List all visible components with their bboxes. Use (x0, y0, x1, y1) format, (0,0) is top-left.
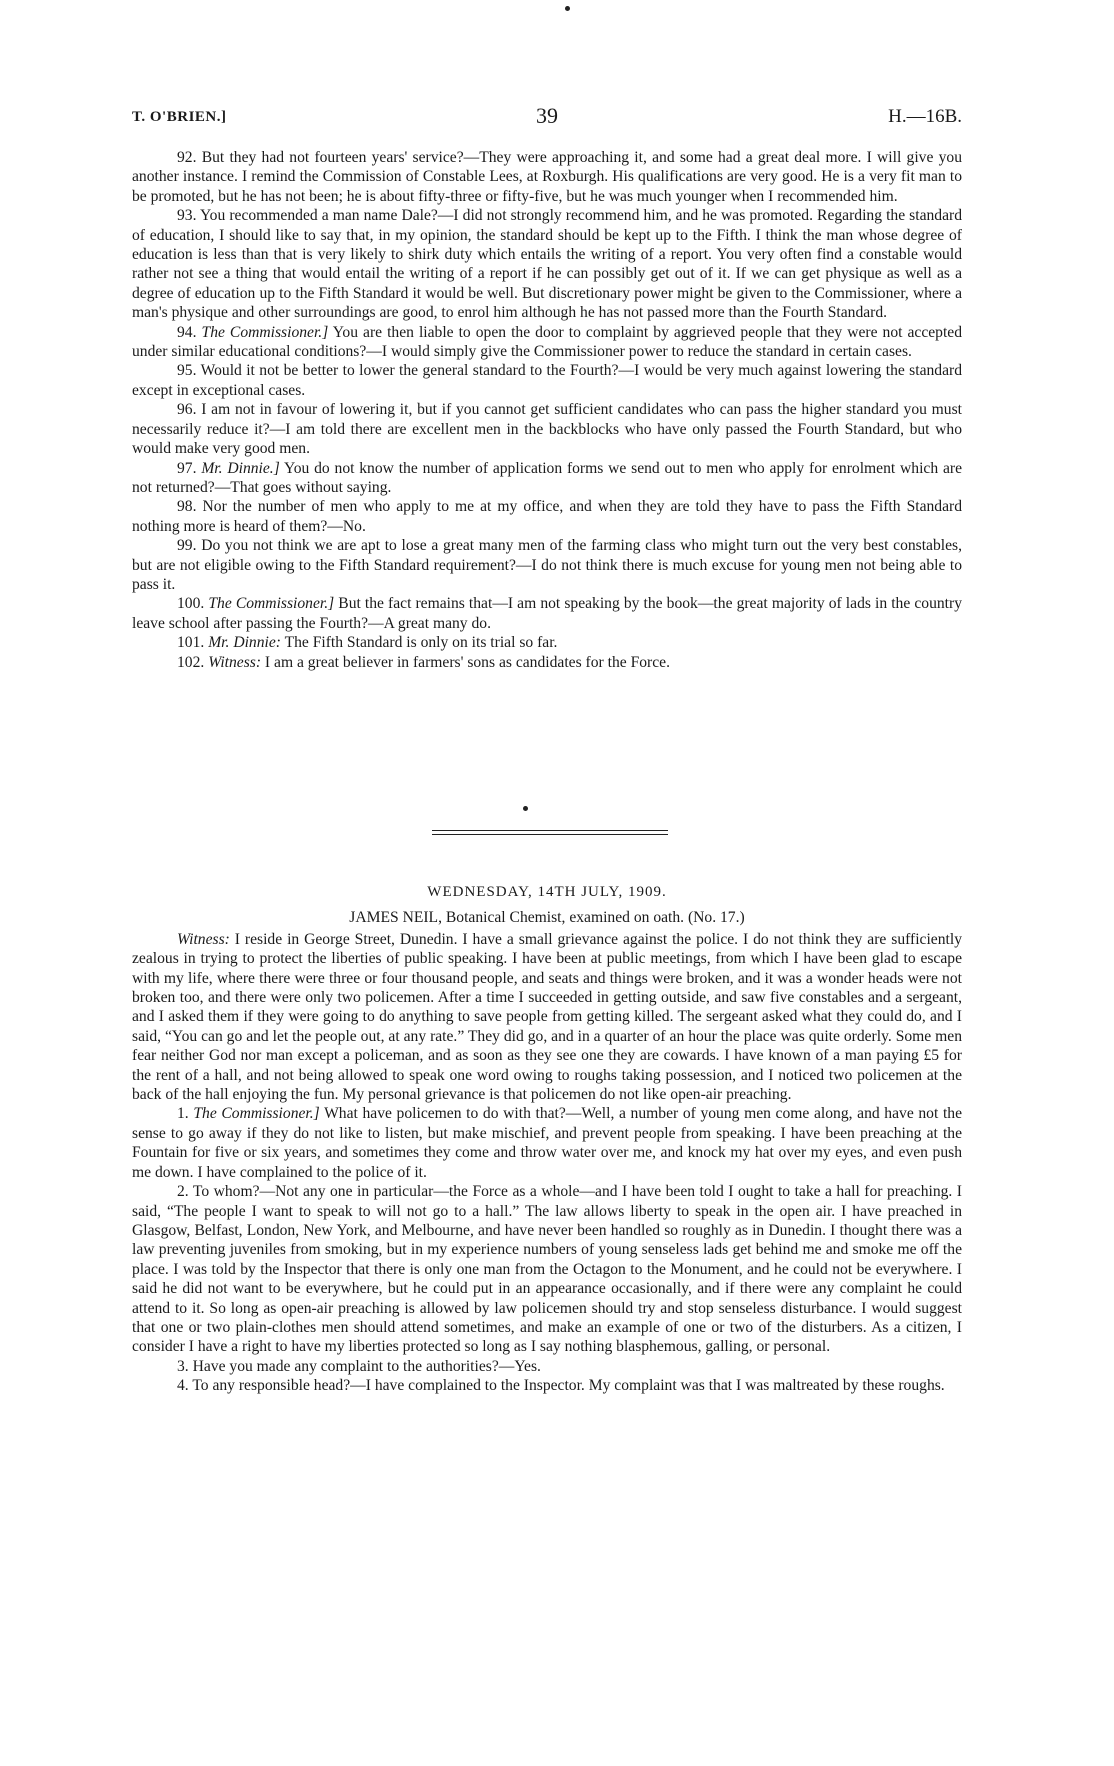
testimony-paragraph (132, 1182, 962, 1357)
question-number: 2. (177, 1183, 193, 1201)
speaker-name: The Commissioner.] (193, 1105, 320, 1123)
paragraph-text: I am not in favour of lowering it, but if you cannot get sufficient candidates who can pass the higher standard you must necessarily reduce it?—I am told there are excellent men in the backblocks who have only passed the Fourth Standard, but who would make very good men. (132, 401, 963, 458)
page-mark (565, 6, 570, 11)
testimony-paragraph (132, 1104, 962, 1182)
testimony-paragraph (132, 400, 962, 458)
question-number: 93. (177, 207, 200, 225)
section-mark (523, 806, 528, 811)
question-number: 94. (177, 323, 202, 341)
document-reference: H.—16B. (888, 106, 962, 127)
paragraph-text: But the fact remains that—I am not speaking by the book—the great majority of lads in the country leave school after passing the Fourth?—A great many do. (132, 595, 962, 632)
paragraph-text: To any responsible head?—I have complained to the Inspector. My complaint was that I was maltreated by these roughs. (192, 1377, 945, 1395)
speaker-name: Witness: (208, 653, 262, 671)
paragraph-text: You recommended a man name Dale?—I did not strongly recommend him, and he was promoted. Regarding the standard of education, I should like to say that, in my opinion, the standard should be kept up to the Fifth. I think the man whose degree of education is less than that is very likely to shirk duty which entails the writing of a report. You very often find a constable would rather not see a thing that would entail the writing of a report if he can possibly get out of it. If we can get physique as well as a degree of education up to the Fifth Standard it would be well. But discretionary power might be given to the Commissioner, where a man's physique and other surroundings are good, to enrol him although he has not passed more than the Fourth Standard. (132, 207, 963, 322)
session-date: WEDNESDAY, 14TH JULY, 1909. (427, 884, 667, 900)
question-number: 97. (177, 459, 202, 477)
question-number: 102. (177, 653, 209, 671)
question-number: 1. (177, 1105, 194, 1123)
header-witness: T. O'BRIEN.] (132, 109, 227, 125)
question-number: 101. (177, 634, 209, 652)
speaker-name: The Commissioner.] (201, 323, 329, 341)
section-divider-lower (432, 834, 668, 835)
testimony-paragraph (132, 536, 962, 594)
witness-description: Botanical Chemist, examined on oath. (No. 17.) (441, 909, 745, 927)
page-number: 39 (536, 103, 558, 128)
section-divider (432, 830, 668, 831)
testimony-paragraph (132, 361, 962, 400)
paragraph-text: You do not know the number of application forms we send out to men who apply for enrolment which are not returned?—That goes without saying. (132, 459, 962, 496)
page-header (132, 103, 962, 133)
paragraph-text: You are then liable to open the door to complaint by aggrieved people that they were not accepted under similar educational conditions?—I would simply give the Commissioner power to reduce the standard in certain cases. (132, 323, 963, 361)
speaker-name: The Commissioner.] (208, 595, 335, 613)
paragraph-text: Do you not think we are apt to lose a great many men of the farming class who might turn out the very best constables, but are not eligible owing to the Fifth Standard requirement?—I do not think there is much excuse for young men not being able to pass it. (132, 537, 962, 593)
testimony-body-2 (132, 930, 962, 1396)
testimony-paragraph (132, 633, 962, 652)
testimony-paragraph (132, 459, 962, 498)
speaker-name: Mr. Dinnie.] (201, 459, 280, 477)
testimony-paragraph (132, 206, 962, 322)
paragraph-text: But they had not fourteen years' service?—They were approaching it, and some had a great deal more. I will give you another instance. I remind the Commission of Constable Lees, at Roxburgh. His qualifications are very good. He is a very fit man to be promoted, but he has not been; he is about fifty-three or fifty-five, but he was much younger when I recommended him. (132, 149, 962, 205)
speaker-name: Mr. Dinnie: (208, 634, 281, 652)
question-number: 95. (177, 362, 201, 380)
paragraph-text: Would it not be better to lower the general standard to the Fourth?—I would be very much against lowering the standard except in exceptional cases. (132, 362, 963, 399)
paragraph-text: The Fifth Standard is only on its trial so far. (280, 634, 558, 652)
paragraph-text: Nor the number of men who apply to me at my office, and when they are told they have to pass the Fifth Standard nothing more is heard of them?—No. (132, 498, 963, 535)
testimony-paragraph (132, 930, 962, 1105)
question-number: 3. (177, 1357, 193, 1375)
testimony-section-1 (132, 148, 962, 672)
witness-heading (132, 908, 962, 927)
question-number: 92. (177, 149, 202, 166)
testimony-paragraph (132, 653, 962, 672)
question-number: 4. (177, 1377, 193, 1395)
paragraph-text: I reside in George Street, Dunedin. I have a small grievance against the police. I do not think they are sufficiently zealous in trying to protect the liberties of public speaking. I have been at public meetings, from which I have been glad to escape with my life, where there were three or four thousand people, and seats and things were broken, and it was a wonder heads were not broken too, and there were only two policemen. After a time I succeeded in getting outside, and saw five constables and a sergeant, and I asked them if they were going to do anything to save people from getting killed. The sergeant asked what they could do, and I said, “You can go and let the people out, at any rate.” They did go, and in a quarter of an hour the place was quite orderly. Some men fear neither God nor man except a policeman, and as soon as they see one they are cowards. I have known of a man paying £5 for the rent of a hall, and not being allowed to speak one word owing to roughs taking possession, and I noticed two policemen at the back of the hall enjoying the fun. My personal grievance is that policemen do not like open-air preaching. (132, 930, 962, 1104)
testimony-paragraph (132, 594, 962, 633)
question-number: 100. (177, 595, 209, 613)
paragraph-text: To whom?—Not any one in particular—the Force as a whole—and I have been told I ought to take a hall for preaching. I said, “The people I want to speak to will not go to a hall.” The law allows liberty to speak in the open air. I have preached in Glasgow, Belfast, London, New York, and Melbourne, and have never been handled so roughly as in Dunedin. I thought there was a law preventing juveniles from smoking, but in my experience numbers of young senseless lads get behind me and smoke me off the place. I was told by the Inspector that there is only one man from the Octagon to the Monument, and he could not be everywhere. I said he did not want to be everywhere, but he could put in an appearance occasionally, and if there were any complaint he could attend to it. So long as open-air preaching is allowed by law policemen should try and stop senseless disturbance. I would suggest that one or two plain-clothes men should attend sometimes, and make an example of one or two of the disturbers. As a citizen, I consider I have a right to have my liberties protected so long as I say nothing blasphemous, galling, or personal. (132, 1183, 963, 1356)
testimony-paragraph (132, 323, 962, 362)
testimony-paragraph (132, 497, 962, 536)
paragraph-text: What have policemen to do with that?—Well, a number of young men come along, and have not the sense to go away if they do not like to listen, but make mischief, and prevent people from speaking. I have been preaching at the Fountain for five or six years, and sometimes they come and throw water over me, and knock my hat over my eyes, and even push me down. I have complained to the police of it. (132, 1105, 962, 1181)
question-number: 98. (177, 498, 203, 516)
question-number: 96. (177, 401, 202, 419)
testimony-paragraph (132, 1376, 962, 1395)
speaker-name: Witness: (177, 930, 230, 948)
witness-name: JAMES NEIL, (349, 909, 442, 927)
testimony-paragraph (132, 148, 962, 206)
testimony-section-2 (132, 883, 962, 1396)
paragraph-text: Have you made any complaint to the authorities?—Yes. (192, 1357, 541, 1375)
testimony-paragraph (132, 1357, 962, 1376)
paragraph-text: I am a great believer in farmers' sons as candidates for the Force. (261, 653, 670, 671)
question-number: 99. (177, 537, 202, 555)
